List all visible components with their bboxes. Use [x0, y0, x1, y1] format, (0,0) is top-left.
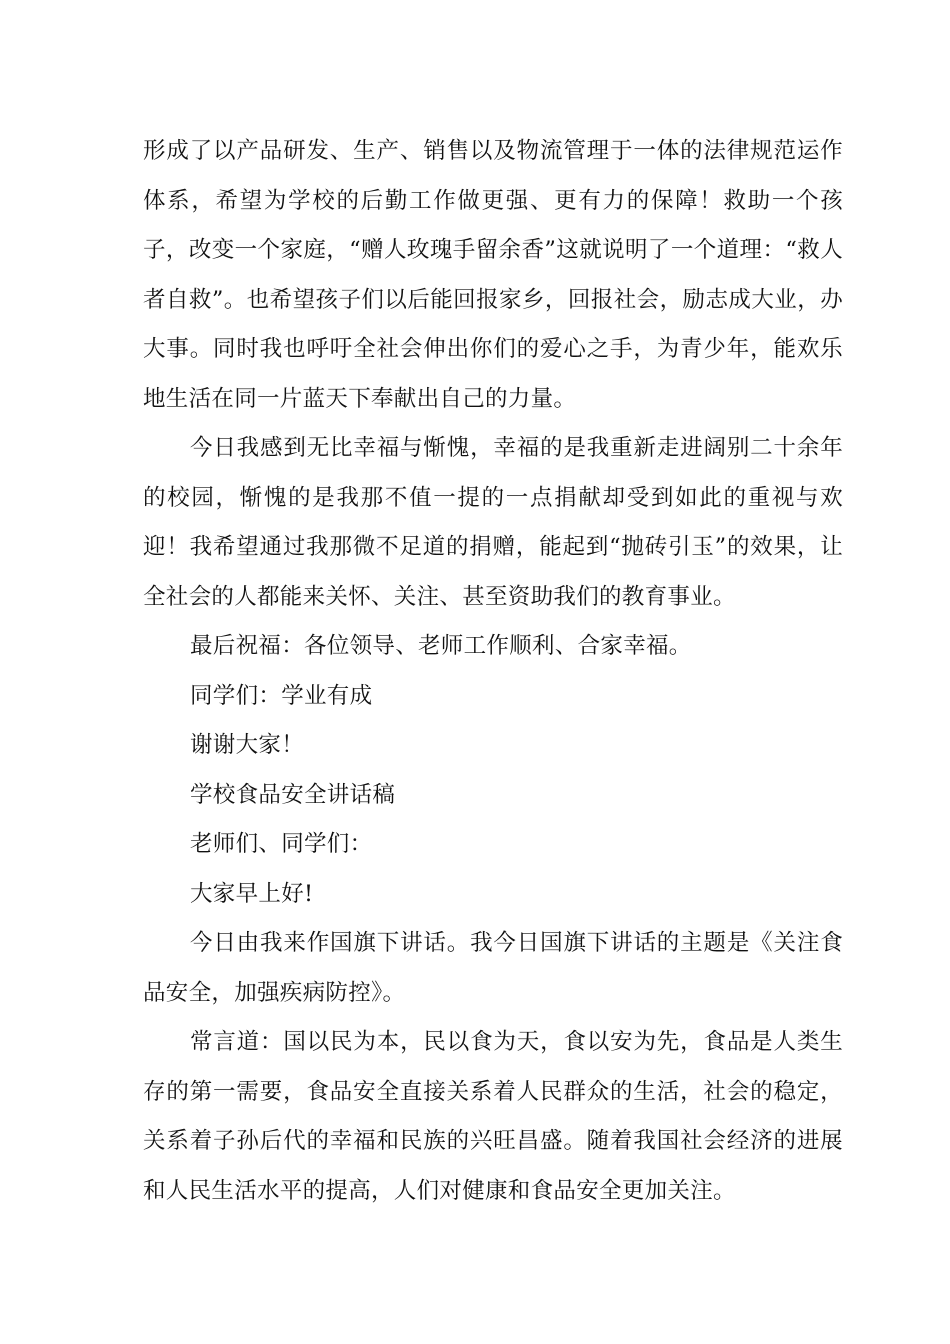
- greeting: 大家早上好!: [190, 880, 314, 907]
- paragraph-gratitude: 今日我感到无比幸福与惭愧，幸福的是我重新走进阔别二十余年的校园，惭愧的是我那不值一提的一点捐献却受到如此的重视与欢迎！我希望通过我那微不足道的捐赠，能起到“抛砖引玉”的效果，让全社会的人都能来关怀、关注、甚至资助我们的教育事业。: [143, 435, 843, 610]
- paragraph-students-wish: 同学们：学业有成: [190, 682, 373, 709]
- paragraph-final-wishes: 最后祝福：各位领导、老师工作顺利、合家幸福。: [190, 633, 692, 659]
- paragraph-thanks: 谢谢大家！: [190, 732, 305, 758]
- paragraph-continuation: 形成了以产品研发、生产、销售以及物流管理于一体的法律规范运作体系，希望为学校的后勤工作做更强、更有力的保障！救助一个孩子，改变一个家庭，“赠人玫瑰手留余香”这就说明了一个道理：“救人者自救”。也希望孩子们以后能回报家乡，回报社会，励志成大业，办大事。同时我也呼吁全社会伸出你们的爱心之手，为青少年，能欢乐地生活在同一片蓝天下奉献出自己的力量。: [143, 138, 843, 412]
- document-body: [143, 127, 843, 1216]
- salutation: 老师们、同学们：: [190, 831, 373, 857]
- paragraph-food-safety: 常言道：国以民为本，民以食为天，食以安为先，食品是人类生存的第一需要，食品安全直接关系着人民群众的生活，社会的稳定，关系着子孙后代的幸福和民族的兴旺昌盛。随着我国社会经济的进展和人民生活水平的提高，人们对健康和食品安全更加关注。: [143, 1029, 843, 1204]
- section-title: 学校食品安全讲话稿: [190, 781, 396, 808]
- paragraph-topic: 今日由我来作国旗下讲话。我今日国旗下讲话的主题是《关注食品安全，加强疾病防控》。: [143, 930, 843, 1006]
